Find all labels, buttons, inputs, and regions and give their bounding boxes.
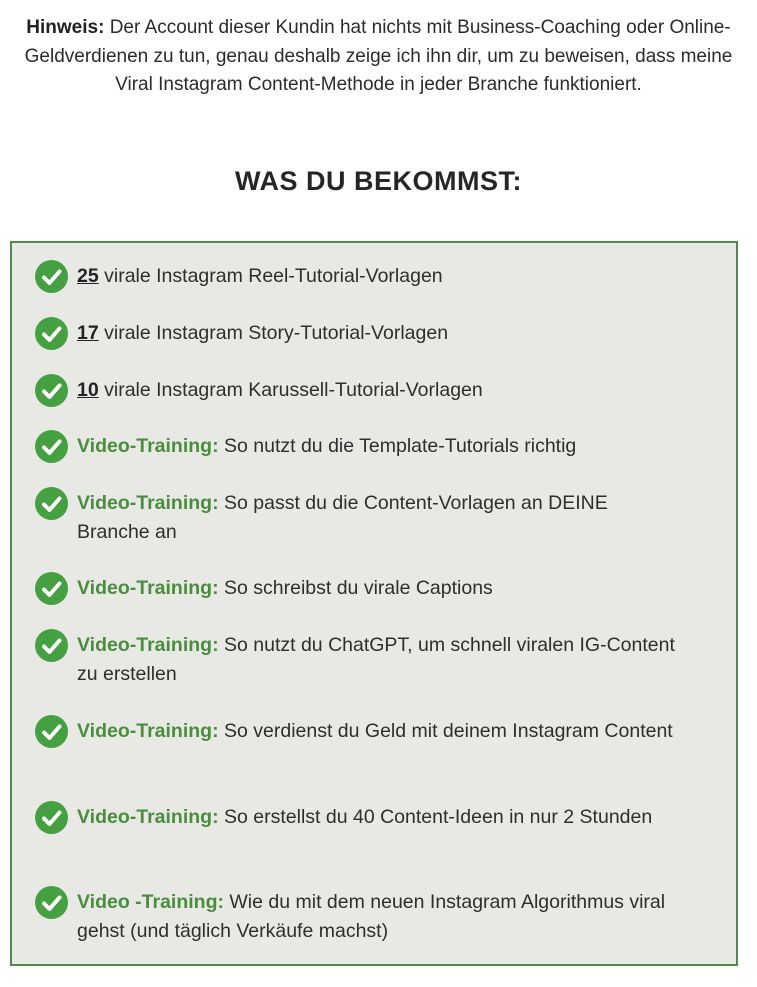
benefits-box — [10, 241, 738, 966]
benefit-text — [77, 631, 677, 688]
benefit-text — [77, 717, 677, 746]
benefit-tag: Video-Training: — [77, 492, 219, 514]
benefit-text — [77, 432, 677, 461]
check-circle-icon — [35, 629, 68, 662]
check-circle-icon — [35, 886, 68, 919]
benefit-tag: Video-Training: — [77, 634, 219, 656]
check-circle-icon — [35, 260, 68, 293]
benefit-description: So passt du die Content-Vorlagen an DEINE Branche an — [77, 492, 608, 543]
benefit-count: 10 — [77, 379, 99, 401]
notice-label: Hinweis: — [26, 17, 105, 38]
benefit-description: So nutzt du ChatGPT, um schnell viralen IG-Content zu erstellen — [77, 634, 675, 685]
benefit-description: Wie du mit dem neuen Instagram Algorithmus viral gehst (und täglich Verkäufe machst) — [77, 891, 666, 942]
notice — [20, 14, 737, 100]
benefit-text — [77, 803, 677, 832]
benefit-tag: Video-Training: — [77, 720, 219, 742]
notice-text: Der Account dieser Kundin hat nichts mit Business-Coaching oder Online-Geldverdienen zu tun, genau deshalb zeige ich ihn dir, um zu beweisen, dass meine Viral Instagram Content-Methode in jeder Branche funktioniert. — [24, 17, 733, 95]
check-circle-icon — [35, 374, 68, 407]
benefit-text — [77, 319, 677, 348]
benefit-tag: Video-Training: — [77, 435, 219, 457]
check-circle-icon — [35, 487, 68, 520]
benefit-description: So erstellst du 40 Content-Ideen in nur 2 Stunden — [218, 806, 653, 828]
check-circle-icon — [35, 572, 68, 605]
benefit-text — [77, 376, 677, 405]
benefit-text — [77, 888, 677, 945]
benefit-description: So verdienst du Geld mit deinem Instagram Content — [218, 720, 673, 742]
benefit-description: virale Instagram Karussell-Tutorial-Vorlagen — [98, 379, 483, 401]
check-circle-icon — [35, 715, 68, 748]
benefit-count: 25 — [77, 265, 99, 287]
check-circle-icon — [35, 430, 68, 463]
benefit-tag: Video-Training: — [77, 577, 219, 599]
benefit-text — [77, 574, 677, 603]
benefit-text — [77, 489, 677, 546]
benefit-description: virale Instagram Story-Tutorial-Vorlagen — [98, 322, 449, 344]
benefit-description: So nutzt du die Template-Tutorials richtig — [218, 435, 577, 457]
check-circle-icon — [35, 801, 68, 834]
benefit-tag: Video-Training: — [77, 806, 219, 828]
benefit-count: 17 — [77, 322, 99, 344]
benefit-description: virale Instagram Reel-Tutorial-Vorlagen — [98, 265, 443, 287]
section-heading: WAS DU BEKOMMST: — [235, 166, 522, 196]
check-circle-icon — [35, 317, 68, 350]
benefit-text — [77, 262, 677, 291]
benefit-tag: Video -Training: — [77, 891, 224, 913]
benefit-description: So schreibst du virale Captions — [218, 577, 493, 599]
